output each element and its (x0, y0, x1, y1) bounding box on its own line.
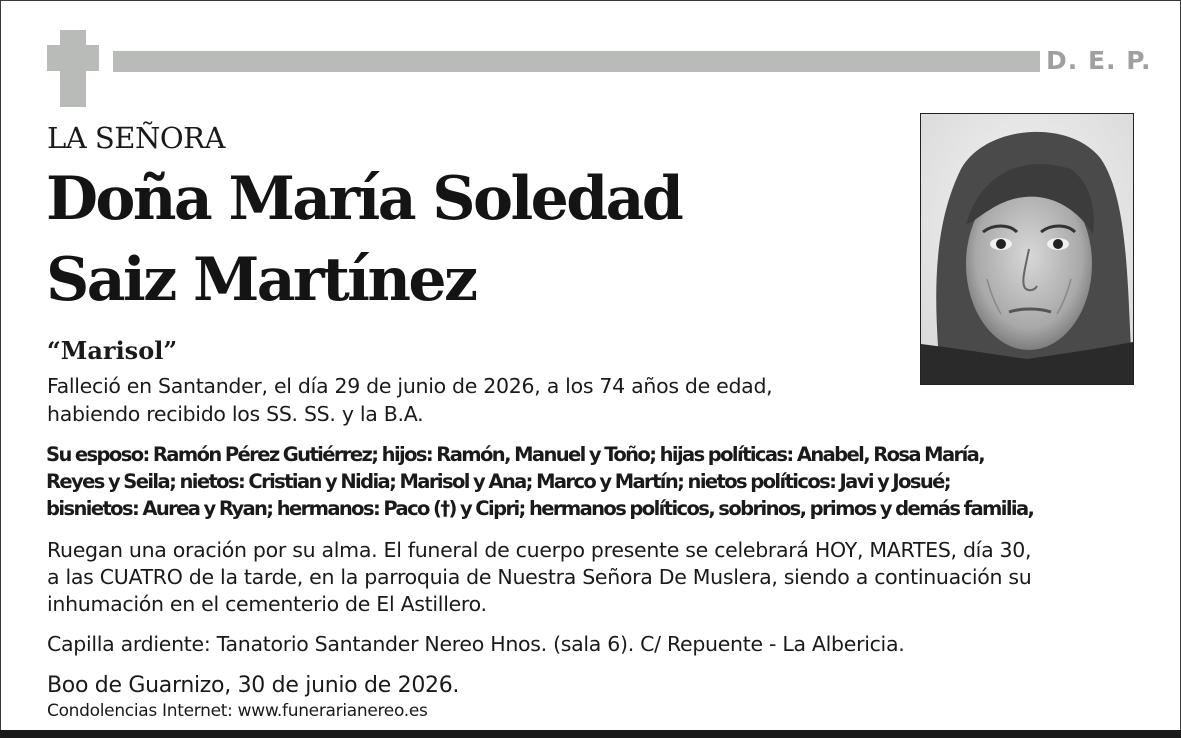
cross-icon-arm (47, 45, 99, 71)
nickname: “Marisol” (47, 336, 178, 365)
portrait-icon (921, 114, 1133, 384)
funeral-info-line: inhumación en el cementerio de El Astillero. (47, 592, 487, 616)
family-list-line: Reyes y Seila; nietos: Cristian y Nidia; Marisol y Ana; Marco y Martín; nietos políticos: Javi y Josué; (46, 470, 950, 493)
family-list-line: Su esposo: Ramón Pérez Gutiérrez; hijos: Ramón, Manuel y Toño; hijas políticas: Anabel, Rosa María, (46, 443, 985, 466)
deceased-name-line-2: Saiz Martínez (46, 245, 476, 315)
honorific: LA SEÑORA (47, 121, 225, 155)
condolences-link[interactable]: Condolencias Internet: www.funerarianereo.es (47, 701, 428, 721)
header-rule (113, 51, 1040, 72)
deceased-name-line-1: Doña María Soledad (46, 164, 682, 234)
dep-mark: D. E. P. (1046, 46, 1152, 75)
death-statement-line: Falleció en Santander, el día 29 de junio de 2026, a los 74 años de edad, (47, 374, 773, 398)
funeral-info-line: Ruegan una oración por su alma. El funeral de cuerpo presente se celebrará HOY, MARTES, día 30, (47, 538, 1032, 562)
death-statement-line: habiendo recibido los SS. SS. y la B.A. (47, 402, 424, 426)
bottom-border (0, 730, 1181, 738)
family-list-line: bisnietos: Aurea y Ryan; hermanos: Paco (†) y Cipri; hermanos políticos, sobrinos, primos y demás familia, (46, 497, 1034, 520)
funeral-info-line: a las CUATRO de la tarde, en la parroquia de Nuestra Señora De Muslera, siendo a continuación su (47, 565, 1032, 589)
place-date: Boo de Guarnizo, 30 de junio de 2026. (47, 673, 460, 698)
chapel-info: Capilla ardiente: Tanatorio Santander Nereo Hnos. (sala 6). C/ Repuente - La Albericia. (47, 632, 905, 656)
portrait-photo (920, 113, 1134, 385)
